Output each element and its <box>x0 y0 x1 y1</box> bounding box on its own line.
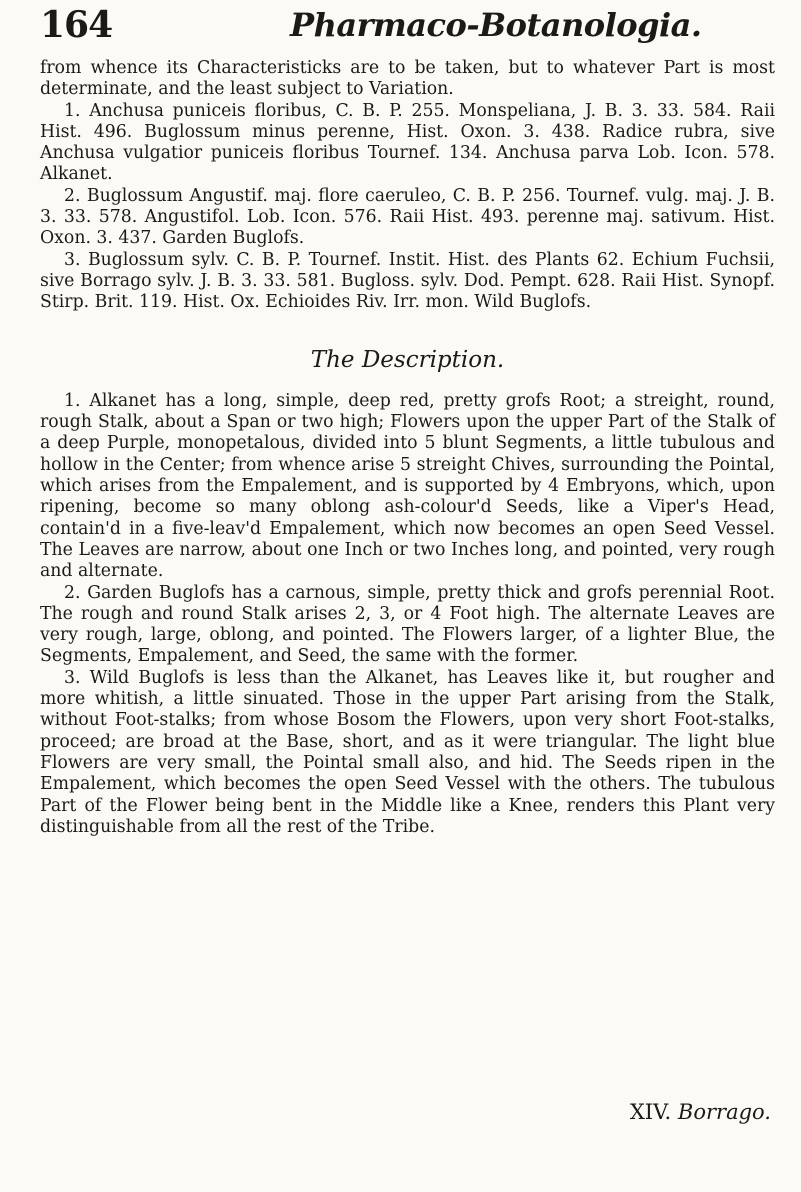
synonym-entry-1: 1. Anchusa puniceis floribus, C. B. P. 255. Monspeliana, J. B. 3. 33. 584. Raii Hist. 496. Buglossum minus perenne, Hist. Oxon. 3. 438. Radice rubra, sive Anchusa vulgatior puniceis floribus Tournef. 134. Anchusa parva Lob. Icon. 578. Alkanet. <box>40 100 775 185</box>
description-2: 2. Garden Buglofs has a carnous, simple, pretty thick and grofs perennial Root. The rough and round Stalk arises 2, 3, or 4 Foot high. The alternate Leaves are very rough, large, oblong, and pointed. The Flowers larger, of a lighter Blue, the Segments, Empalement, and Seed, the same with the former. <box>40 582 775 667</box>
synonym-entry-3: 3. Buglossum sylv. C. B. P. Tournef. Instit. Hist. des Plants 62. Echium Fuchsii, sive Borrago sylv. J. B. 3. 33. 581. Bugloss. sylv. Dod. Pempt. 628. Raii Hist. Synopf. Stirp. Brit. 119. Hist. Ox. Echioides Riv. Irr. mon. Wild Buglofs. <box>40 249 775 313</box>
catchword-word: Borrago. <box>677 1100 771 1124</box>
page-number: 164 <box>40 4 113 46</box>
description-1: 1. Alkanet has a long, simple, deep red, pretty grofs Root; a streight, round, rough Stalk, about a Span or two high; Flowers upon the upper Part of the Stalk of a deep Purple, monopetalous, divided into 5 blunt Segments, a little tubulous and hollow in the Center; from whence arise 5 streight Chives, surrounding the Pointal, which arises from the Empalement, and is supported by 4 Embryons, which, upon ripening, become so many oblong ash-colour'd Seeds, like a Viper's Head, contain'd in a five-leav'd Empalement, which now becomes an open Seed Vessel. The Leaves are narrow, about one Inch or two Inches long, and pointed, very rough and alternate. <box>40 390 775 582</box>
section-title: The Description. <box>310 346 505 373</box>
description-3: 3. Wild Buglofs is less than the Alkanet, has Leaves like it, but rougher and more whitish, a little sinuated. Those in the upper Part arising from the Stalk, without Foot-stalks; from whose Bosom the Flowers, upon very short Foot-stalks, proceed; are broad at the Base, short, and as it were triangular. The light blue Flowers are very small, the Pointal small also, and hid. The Seeds ripen in the Empalement, which becomes the open Seed Vessel with the others. The tubulous Part of the Flower being bent in the Middle like a Knee, renders this Plant very distinguishable from all the rest of the Tribe. <box>40 667 775 837</box>
running-head: Pharmaco-Botanologia. <box>290 6 702 44</box>
catchword-numeral: XIV. <box>629 1100 672 1124</box>
catchword <box>630 1100 771 1124</box>
synonym-entry-2: 2. Buglossum Angustif. maj. flore caeruleo, C. B. P. 256. Tournef. vulg. maj. J. B. 3. 33. 578. Angustifol. Lob. Icon. 576. Raii Hist. 493. perenne maj. sativum. Hist. Oxon. 3. 437. Garden Buglofs. <box>40 185 775 249</box>
page-header <box>40 4 775 52</box>
intro-paragraph: from whence its Characteristicks are to be taken, but to whatever Part is most determinate, and the least subject to Variation. <box>40 58 775 100</box>
page-body <box>40 58 775 838</box>
